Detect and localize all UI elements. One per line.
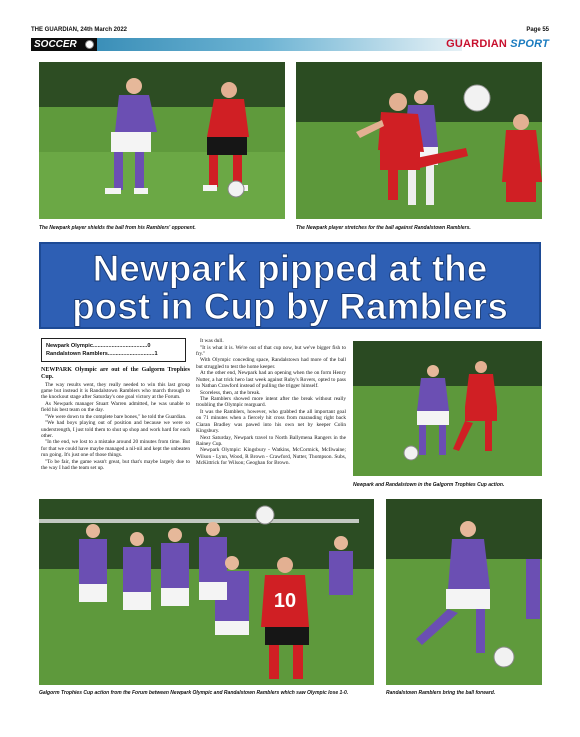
caption-photo2: The Newpark player stretches for the ball against Randalstown Ramblers. (296, 225, 471, 231)
caption-photo3: Newpark and Randalstown in the Galgorm Trophies Cup action. (353, 482, 505, 488)
headline-line2: post in Cup by Ramblers (72, 286, 508, 327)
masthead-date: THE GUARDIAN, 24th March 2022 (31, 27, 128, 33)
section-stripe (97, 38, 462, 51)
article-paragraph: "To be fair, the game wasn't great, but that's maybe largely due to the way I had the team set up. (41, 458, 190, 471)
jersey-number: 10 (273, 590, 297, 612)
article-paragraph: "In the end, we lost to a mistake around 20 minutes from time. But for that we could have maybe managed a nil-nil and kept the unbeaten run going. It's just one of those things. (41, 439, 190, 459)
article-paragraph: With Olympic conceding space, Randalstown had more of the ball but struggled to test the home keeper. (196, 357, 346, 370)
article-paragraph: Next Saturday, Newpark travel to North Ballymena Rangers in the Rainey Cup. (196, 434, 346, 447)
football-icon (85, 40, 94, 49)
photo-forum-action (39, 499, 374, 685)
headline-line1: Newpark pipped at the (92, 248, 488, 289)
page-number: Page 55 (526, 27, 549, 33)
headline-box (39, 242, 541, 329)
article-paragraph: The Ramblers showed more intent after the break without really troubling the Olympic rearguard. (196, 396, 346, 409)
photo-stretches-image (296, 62, 542, 219)
photo-stretches (296, 62, 542, 219)
score-away: Randalstown Ramblers..............................1 (46, 351, 158, 357)
brand-guardian: GUARDIAN (446, 38, 508, 50)
caption-photo4: Galgorm Trophies Cup action from the Forum between Newpark Olympic and Randalstown Ramblers which saw Olympic lose 1-0. (39, 690, 349, 696)
article-paragraph: Scoreless, then, at the break. (200, 389, 261, 396)
section-label: SOCCER (31, 38, 97, 51)
photo-forum-action-image (39, 499, 374, 685)
article-paragraph: "We had boys playing out of position and because we were so understrength, I just told them to shut up shop and work hard for each other. (41, 420, 190, 439)
article-paragraph: The way results went, they really needed to win this last group game but instead it is Randalstown Ramblers who march through to the knockout stage after Saturday's one goal victory at the Forum. (41, 381, 190, 401)
score-home: Newpark Olympic...................................0 (46, 343, 151, 349)
article-paragraph: It was the Ramblers, however, who grabbed the all important goal on 71 minutes when a fiercely hit cross from marauding right back Ciaran Bradley was pawed into his own net by keeper Colin Kingsbury. (196, 409, 346, 434)
score-box (41, 338, 186, 362)
article-paragraph: At the other end, Newpark had an opening when the on form Henry Nutter, a hat trick hero last week against Ruby's Rovers, opted to pass to Nathan Crawford instead of pulling the trigger himself. (196, 370, 346, 389)
article-paragraph: Newpark Olympic: Kingsbury - Watkins, McCormick, McIlwaine; Wilson - Lynn, Wood, R Brown - Crawford, Nutter, Thompson. Subs, McKittrick for Wilson; Geoghan for Brown. (196, 447, 346, 467)
caption-photo5: Randalstown Ramblers bring the ball forward. (386, 690, 496, 696)
article-column-2 (196, 338, 346, 467)
photo-cup-action (353, 341, 542, 476)
guardian-sport-logo (446, 38, 549, 51)
photo-shields-ball (39, 62, 285, 219)
article-lead: NEWPARK Olympic are out of the Galgorm Trophies Cup. (41, 367, 190, 380)
masthead (31, 27, 549, 37)
photo-bring-forward-image (386, 499, 542, 685)
article-column-1 (41, 367, 190, 472)
article-paragraph: As Newpark manager Stuart Warren admitted, he was unable to field his best team on the day. (41, 400, 190, 414)
caption-photo1: The Newpark player shields the ball from his Ramblers' opponent. (39, 225, 196, 231)
photo-shields-ball-image (39, 62, 285, 219)
section-bar (31, 38, 549, 51)
article-paragraph: "It is what it is. We're out of that cup now, but we've bigger fish to fry." (196, 344, 346, 357)
brand-sport: SPORT (510, 38, 549, 50)
article-paragraph: "We were down to the complete bare bones," he told the Guardian. (45, 413, 187, 420)
article-paragraph: It was dull. (200, 338, 224, 344)
photo-cup-action-image (353, 341, 542, 476)
photo-bring-forward (386, 499, 542, 685)
